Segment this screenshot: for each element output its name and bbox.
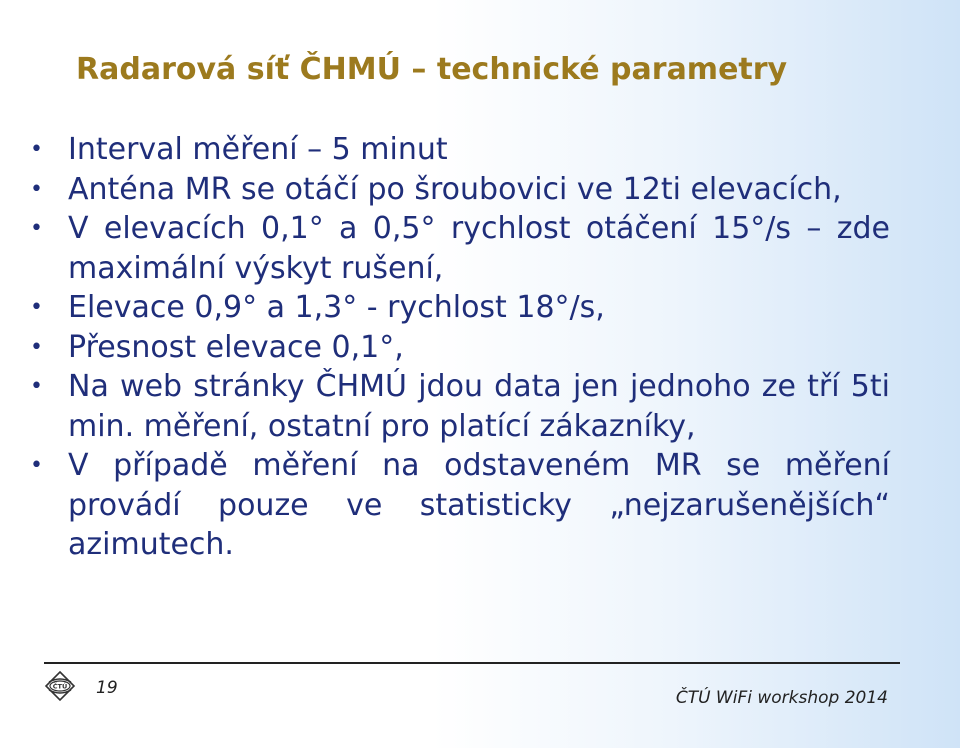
footer-event: ČTÚ WiFi workshop 2014 <box>675 688 888 708</box>
logo-text: ČTÚ <box>52 682 68 691</box>
bullet-item <box>30 446 890 565</box>
bullet-item <box>30 288 890 328</box>
bullet-item <box>30 209 890 288</box>
bullet-item <box>30 170 890 210</box>
bullet-dot: • <box>30 137 43 162</box>
bullet-dot: • <box>30 374 43 399</box>
footer-divider <box>44 662 900 664</box>
slide-title: Radarová síť ČHMÚ – technické parametry <box>76 52 788 87</box>
page-number: 19 <box>96 678 118 698</box>
bullet-dot: • <box>30 295 43 320</box>
bullet-text: Elevace 0,9° a 1,3° - rychlost 18°/s, <box>68 290 605 325</box>
bullet-dot: • <box>30 334 43 360</box>
bullet-dot: • <box>30 216 43 241</box>
bullet-text: Přesnost elevace 0,1°, <box>68 329 404 365</box>
ctu-logo-icon <box>44 670 76 702</box>
bullet-dot: • <box>30 453 43 478</box>
bullet-text: Na web stránky ČHMÚ jdou data jen jednoho ze tří 5ti min. měření, ostatní pro platící zákazníky, <box>68 369 890 444</box>
bullet-text: V elevacích 0,1° a 0,5° rychlost otáčení 15°/s – zde maximální výskyt rušení, <box>68 211 890 286</box>
bullet-item <box>30 367 890 446</box>
bullet-item <box>30 130 890 170</box>
bullet-list <box>30 130 890 565</box>
bullet-text: Anténa MR se otáčí po šroubovici ve 12ti elevacích, <box>68 171 842 207</box>
bullet-dot: • <box>30 176 43 202</box>
bullet-text: V případě měření na odstaveném MR se měření provádí pouze ve statisticky „nejzarušenějších“ azimutech. <box>68 448 890 562</box>
bullet-text: Interval měření – 5 minut <box>68 132 448 167</box>
bullet-item <box>30 328 890 368</box>
